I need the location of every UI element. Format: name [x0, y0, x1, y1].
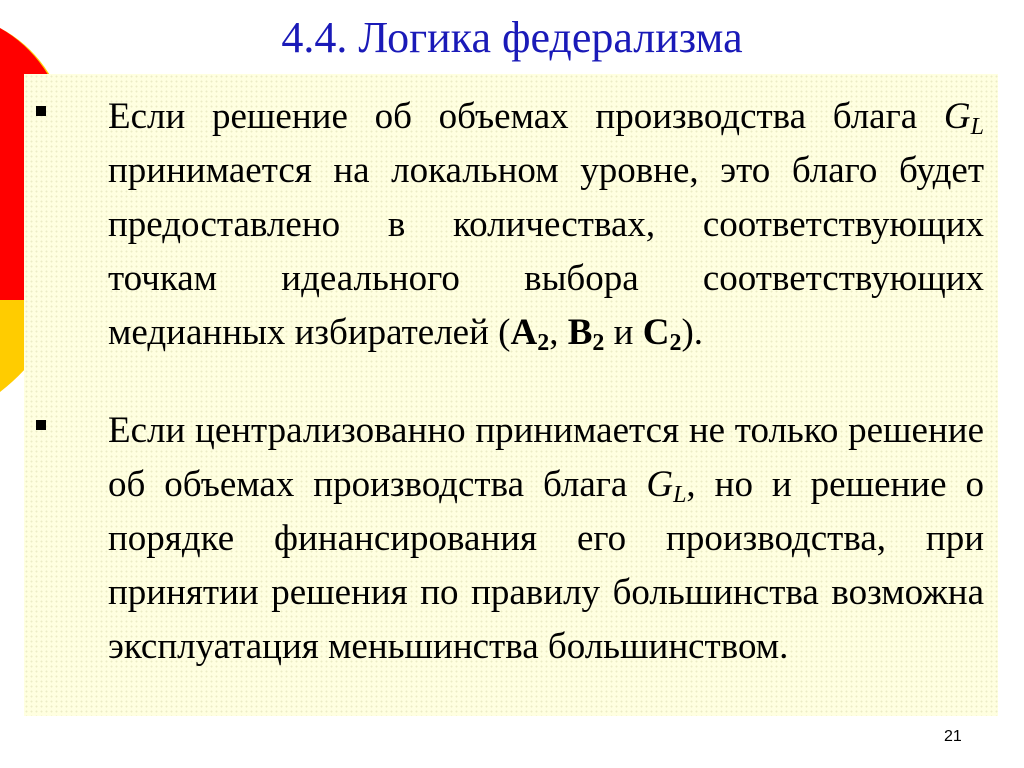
page-number: 21 — [944, 728, 962, 745]
slide-title: 4.4. Логика федерализма — [281, 13, 743, 62]
bullet-square-icon — [36, 420, 46, 430]
voter-symbol-c: $C_2$ — [642, 312, 682, 356]
bullet-item-centralized-decision — [108, 404, 984, 674]
item-text: Если решение об объемах производства блага — [108, 96, 944, 137]
item-text: Если централизованно принимается не только решение об объемах производства блага — [108, 410, 984, 505]
bullet-item-local-decision: Если решение об объемах производства блага $G_L$ принимается на локальном уровне, это благо будет предоставлено в количествах, соответствующих точкам идеального выбора соответствующих медианных избирателей ($A_2$, $B_2$ и $C_2$). — [108, 96, 984, 356]
content-box — [24, 74, 998, 716]
item-text: , но и решение о порядке финансирования его производства, при принятии решения по правилу большинства возможна эксплуатация меньшинства большинством. — [108, 464, 984, 667]
voter-symbol-b: $B_2$ — [567, 312, 605, 356]
bullet-square-icon — [36, 106, 46, 116]
item-text: принимается на локальном уровне, это благо будет предоставлено в количествах, соответствующих точкам идеального выбора соответствующих медианных избирателей ( — [108, 150, 984, 353]
good-symbol: $G_L$ — [646, 464, 687, 508]
voter-symbol-a: $A_2$ — [510, 312, 550, 356]
good-symbol: $G_L$ — [943, 96, 984, 140]
